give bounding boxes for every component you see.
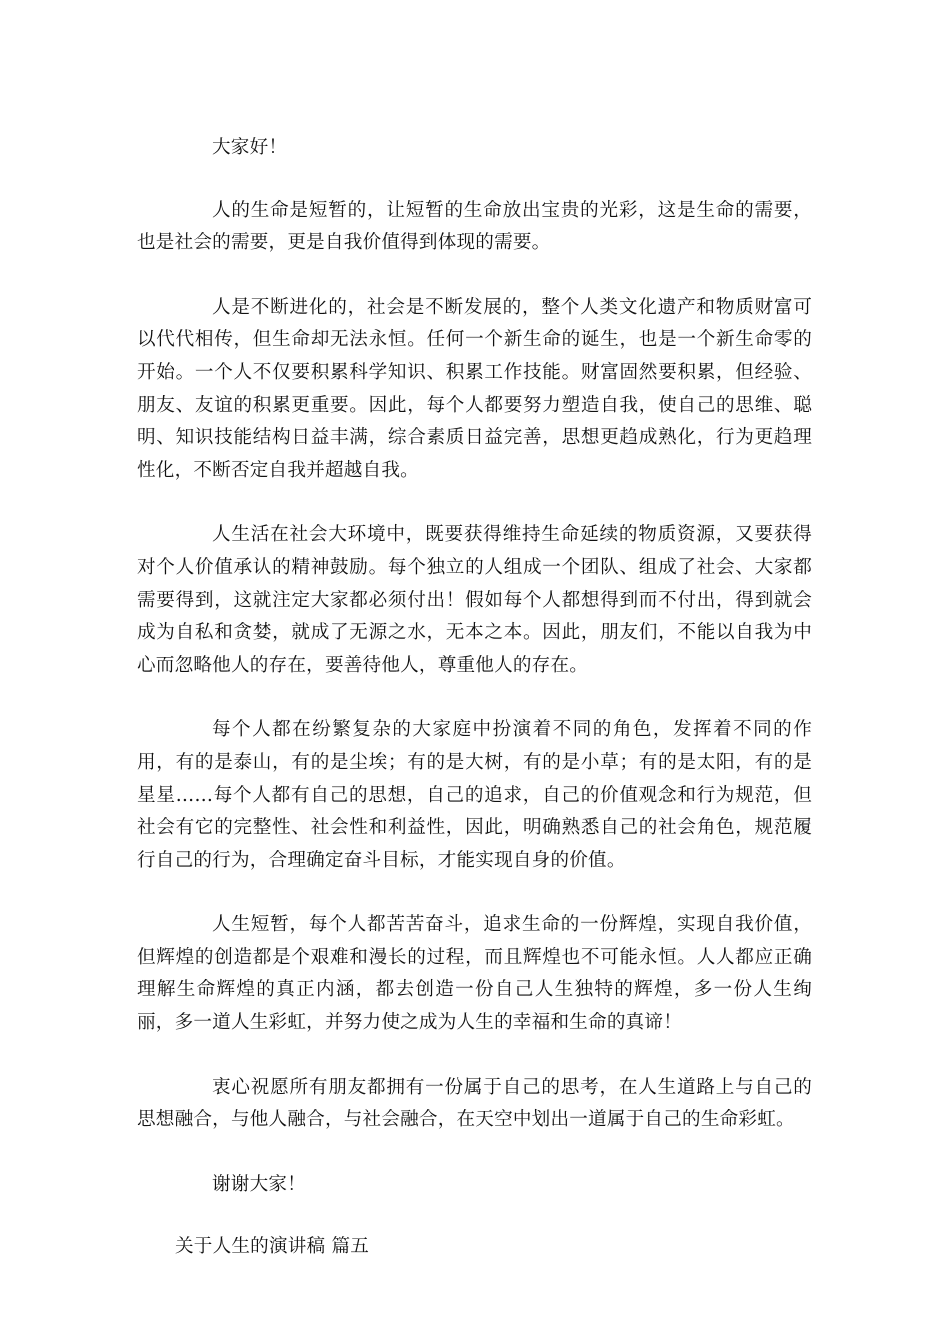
greeting-paragraph: 大家好！: [212, 137, 288, 158]
body-paragraph-2: 人是不断进化的，社会是不断发展的，整个人类文化遗产和物质财富可以代代相传，但生命却无法永恒。任何一个新生命的诞生，也是一个新生命零的开始。一个人不仅要积累科学知识、积累工作技能。财富固然要积累，但经验、朋友、友谊的积累更重要。因此，每个人都要努力塑造自我，使自己的思维、聪明、知识技能结构日益丰满，综合素质日益完善，思想更趋成熟化，行为更趋理性化，不断否定自我并超越自我。: [137, 296, 812, 481]
body-paragraph-3: 人生活在社会大环境中，既要获得维持生命延续的物质资源，又要获得对个人价值承认的精神鼓励。每个独立的人组成一个团队、组成了社会、大家都需要得到，这就注定大家都必须付出！假如每个人都想得到而不付出，得到就会成为自私和贪婪，就成了无源之水，无本之本。因此，朋友们，不能以自我为中心而忽略他人的存在，要善待他人，尊重他人的存在。: [137, 524, 812, 676]
body-paragraph-1: 人的生命是短暂的，让短暂的生命放出宝贵的光彩，这是生命的需要，也是社会的需要，更是自我价值得到体现的需要。: [137, 199, 812, 254]
body-paragraph-5: 人生短暂，每个人都苦苦奋斗，追求生命的一份辉煌，实现自我价值，但辉煌的创造都是个艰难和漫长的过程，而且辉煌也不可能永恒。人人都应正确理解生命辉煌的真正内涵，都去创造一份自己人生独特的辉煌，多一份人生绚丽，多一道人生彩虹，并努力使之成为人生的幸福和生命的真谛！: [137, 914, 812, 1034]
closing-paragraph: 谢谢大家！: [212, 1173, 306, 1195]
body-paragraph-6: 衷心祝愿所有朋友都拥有一份属于自己的思考，在人生道路上与自己的思想融合，与他人融合，与社会融合，在天空中划出一道属于自己的生命彩虹。: [137, 1076, 812, 1131]
section-heading: 关于人生的演讲稿 篇五: [175, 1236, 370, 1258]
document-body: [137, 132, 812, 1264]
body-paragraph-4: 每个人都在纷繁复杂的大家庭中扮演着不同的角色，发挥着不同的作用，有的是泰山，有的是尘埃；有的是大树，有的是小草；有的是太阳，有的是星星……每个人都有自己的思想，自己的追求，自己的价值观念和行为规范，但社会有它的完整性、社会性和利益性，因此，明确熟悉自己的社会角色，规范履行自己的行为，合理确定奋斗目标，才能实现自身的价值。: [137, 719, 812, 871]
